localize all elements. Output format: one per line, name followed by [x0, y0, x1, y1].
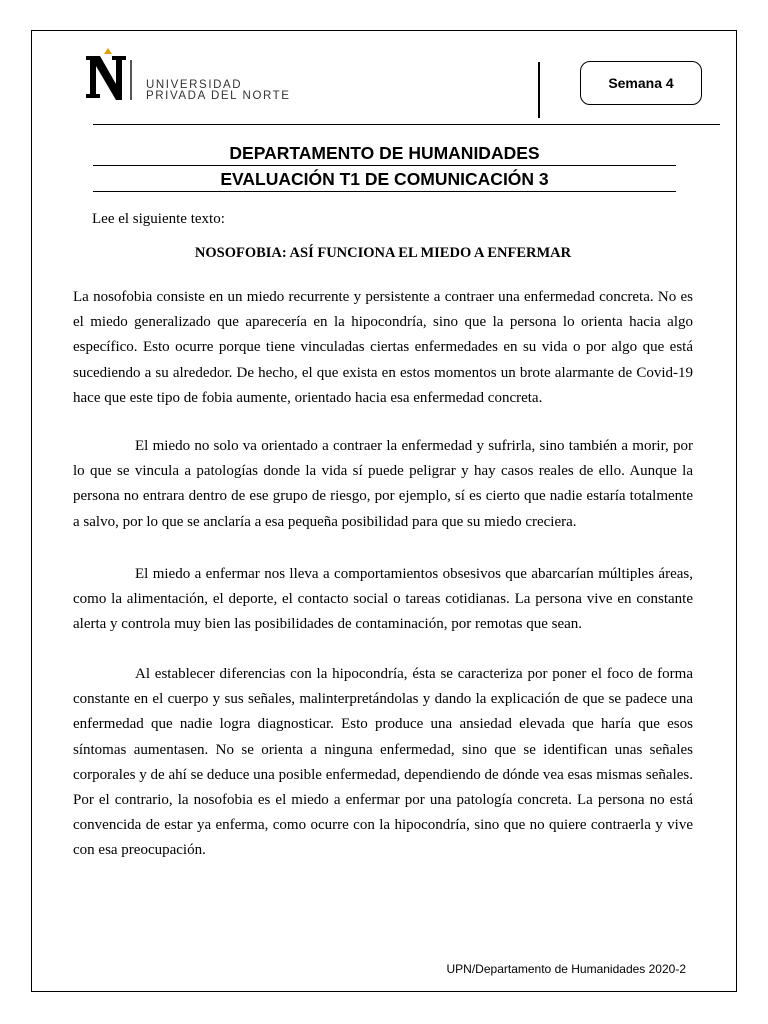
essay-paragraph: El miedo a enfermar nos lleva a comportamientos obsesivos que abarcarían múltiples áreas, como la alimentación, el deporte, el contacto social o tareas cotidianas. La persona vive en constante alerta y controla muy bien las posibilidades de contaminación, por remotas que sean.: [73, 566, 693, 633]
evaluation-title: EVALUACIÓN T1 DE COMUNICACIÓN 3: [220, 169, 549, 189]
page-footer: UPN/Departamento de Humanidades 2020-2: [446, 962, 686, 976]
instruction-text: Lee el siguiente texto:: [92, 211, 225, 227]
title-rule: [93, 165, 676, 166]
header-rule: [93, 124, 720, 125]
logo-text: UNIVERSIDAD PRIVADA DEL NORTE: [146, 79, 291, 102]
title-rule: [93, 191, 676, 192]
essay-paragraph: El miedo no solo va orientado a contraer la enfermedad y sufrirla, sino también a morir, por lo que se vincula a patologías donde la vida sí puede peligrar y hay casos reales de ello. Aunque la persona no entrara dentro de ese grupo de riesgo, por ejemplo, sí es cierto que nadie estaría totalmente a salvo, por lo que se anclaría a esa pequeña posibilidad para que su miedo creciera.: [73, 438, 693, 530]
department-title: DEPARTAMENTO DE HUMANIDADES: [229, 143, 540, 163]
essay-title: NOSOFOBIA: ASÍ FUNCIONA EL MIEDO A ENFERMAR: [194, 245, 572, 261]
essay-paragraph: La nosofobia consiste en un miedo recurrente y persistente a contraer una enfermedad concreta. No es el miedo generalizado que aparecería en la hipocondría, sino que la persona lo orienta hacia algo específico. Esto ocurre porque tiene vinculadas ciertas enfermedades en su vida o por algo que está sucediendo a su alrededor. De hecho, el que exista en estos momentos un brote alarmante de Covid-19 hace que este tipo de fobia aumente, orientado hacia esa enfermedad concreta.: [73, 289, 693, 406]
week-badge: Semana 4: [580, 61, 702, 105]
essay-paragraph: Al establecer diferencias con la hipocondría, ésta se caracteriza por poner el foco de forma constante en el cuerpo y sus señales, malinterpretándolas y dando la explicación de que se padece una enfermedad que nadie logra diagnosticar. Esto produce una ansiedad elevada que haría que esos síntomas aumentasen. No se orienta a ninguna enfermedad, sino que se identifican unas señales corporales y de ahí se deduce una posible enfermedad, dependiendo de dónde vea esas mismas señales. Por el contrario, la nosofobia es el miedo a enfermar por una patología concreta. La persona no está convencida de estar ya enferma, como ocurre con la hipocondría, sino que no quiere contraerla y vive con esa preocupación.: [73, 666, 693, 859]
header-divider: [538, 62, 540, 118]
